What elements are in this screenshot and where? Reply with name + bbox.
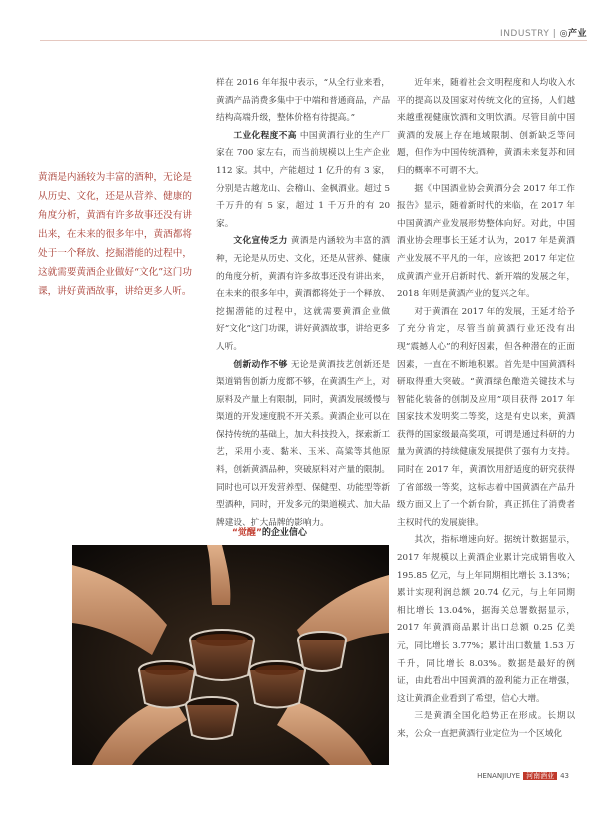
paragraph: 样在 2016 年年报中表示，“从全行业来看，黄酒产品消费多集中于中端和普通商品，产品结构高端升级，整体价格有待提高。”	[216, 78, 390, 124]
subhead-text: 的企业信心	[261, 528, 307, 538]
paragraph: 据《中国酒业协会黄酒分会 2017 年工作报告》显示，随着新时代的来临，在 2017 年中国黄酒产业发展形势整体向好。对此，中国酒业协会理事长王延才认为，2017 年是黄酒产业发展不平凡的一年，应该把 2017 年定位成黄酒产业开启新时代、新开端的发展之年，2018 年则是黄酒产业的复兴之年。	[397, 183, 575, 300]
subhead-keyword: 觉醒	[237, 528, 256, 538]
paragraph-heading: 创新动作不够	[233, 359, 288, 370]
section-header	[500, 26, 587, 39]
section-en: INDUSTRY	[500, 29, 550, 39]
quote-open: “	[232, 528, 238, 538]
paragraph: 三是黄酒全国化趋势正在形成。长期以来，公众一直把黄酒行业定位为一个区域化	[397, 711, 575, 739]
folio-mark: 河南酒业	[523, 772, 557, 780]
paragraph: 其次，指标增速向好。据统计数据显示，2017 年规模以上黄酒企业累计完成销售收入 195.85 亿元，与上年同期相比增长 3.13%；累计实现利润总额 20.74 亿元，与上年同期相比增长 13.04%，据海关总署数据显示，2017 年黄酒商品累计出口总额 0.25 亿美元，同比增长 3.77%；累计出口数量 1.53 万千升，同比增长 8.03%。数据是最好的例证，由此看出中国黄酒的盈利能力正在增强，这让黄酒企业看到了希望，信心大增。	[397, 535, 575, 704]
folio-brand: HENANJIUYE	[477, 772, 521, 780]
paragraph-body: 中国黄酒行业的生产厂家在 700 家左右，而当前规模以上生产企业 112 家。其中，产能超过 1 亿升的有 3 家，分别是古越龙山、会稽山、金枫酒业。超过 5 千万升的有 5 家，超过 1 千万升的有 20 家。	[216, 130, 391, 229]
paragraph	[216, 233, 390, 356]
toast-photo	[72, 545, 389, 765]
quote-close: ”	[255, 528, 262, 538]
paragraph: 对于黄酒在 2017 年的发展，王延才给予了充分肯定，尽管当前黄酒行业还没有出现“震撼人心”的利好因素，但各种潜在的正面因素，一直在不断地积累。首先是中国黄酒科研取得重大突破。“黄酒绿色酿造关键技术与智能化装备的创制及应用”项目获得 2017 年国家技术发明奖二等奖，这是有史以来，黄酒获得的国家级最高奖项，可谓是通过科研的力量为黄酒的持续健康发展提供了强有力支持。同时在 2017 年，黄酒饮用舒适度的研究获得了省部级一等奖，这标志着中国黄酒在产品升级方面又上了一个新台阶，真正抓住了消费者主权时代的发展旋律。	[397, 306, 575, 528]
article-column-middle	[216, 75, 390, 532]
section-cn: ◎产业	[559, 29, 587, 39]
paragraph-heading: 文化宣传乏力	[233, 236, 288, 247]
header-rule	[40, 40, 587, 41]
paragraph	[216, 357, 390, 533]
section-separator: |	[552, 29, 557, 39]
paragraph-body: 黄酒是内涵较为丰富的酒种，无论是从历史、文化，还是从营养、健康的角度分析，黄酒有许多故事还没有讲出来，在未来的很多年中，黄酒都将处于一个释放、挖掘潜能的过程中，这就需要黄酒企业做好“文化”这门功课，讲好黄酒故事，讲给更多人听。	[216, 236, 391, 352]
paragraph	[216, 128, 390, 234]
pull-quote: 黄酒是内涵较为丰富的酒种，无论是从历史、文化，还是从营养、健康的角度分析，黄酒有许多故事还没有讲出来，在未来的很多年中，黄酒都将处于一个释放、挖掘潜能的过程中，这就需要黄酒企业做好“文化”这门功课，讲好黄酒故事，讲给更多人听。	[38, 172, 192, 297]
paragraph: 近年来，随着社会文明程度和人均收入水平的提高以及国家对传统文化的宣扬，人们越来越重视健康饮酒和文明饮酒。尽管目前中国黄酒的发展上存在地域限制、创新缺乏等问题，但作为中国传统酒种，黄酒未来复苏和回归的概率不可谓不大。	[397, 78, 575, 176]
article-column-right	[397, 75, 575, 744]
page-folio	[477, 771, 569, 781]
paragraph-heading: 工业化程度不高	[233, 130, 297, 141]
page-number: 43	[560, 772, 569, 780]
paragraph-body: 无论是黄酒技艺创新还是渠道销售创新力度都不够，在黄酒生产上，对原料及产量上有限制，同时，黄酒发展缓慢与渠道的开发速度脱不开关系。黄酒企业可以在保持传统的基础上，加大科技投入，探索新工艺，采用小麦、黏米、玉米、高粱等其他原料，创新黄酒品种，突破原料对产量的限制。同时也可以开发营养型、保健型、功能型等新型酒种，同时，开发多元的渠道模式、加大品牌建设、扩大品牌的影响力。	[216, 359, 391, 528]
section-subhead	[232, 525, 307, 538]
